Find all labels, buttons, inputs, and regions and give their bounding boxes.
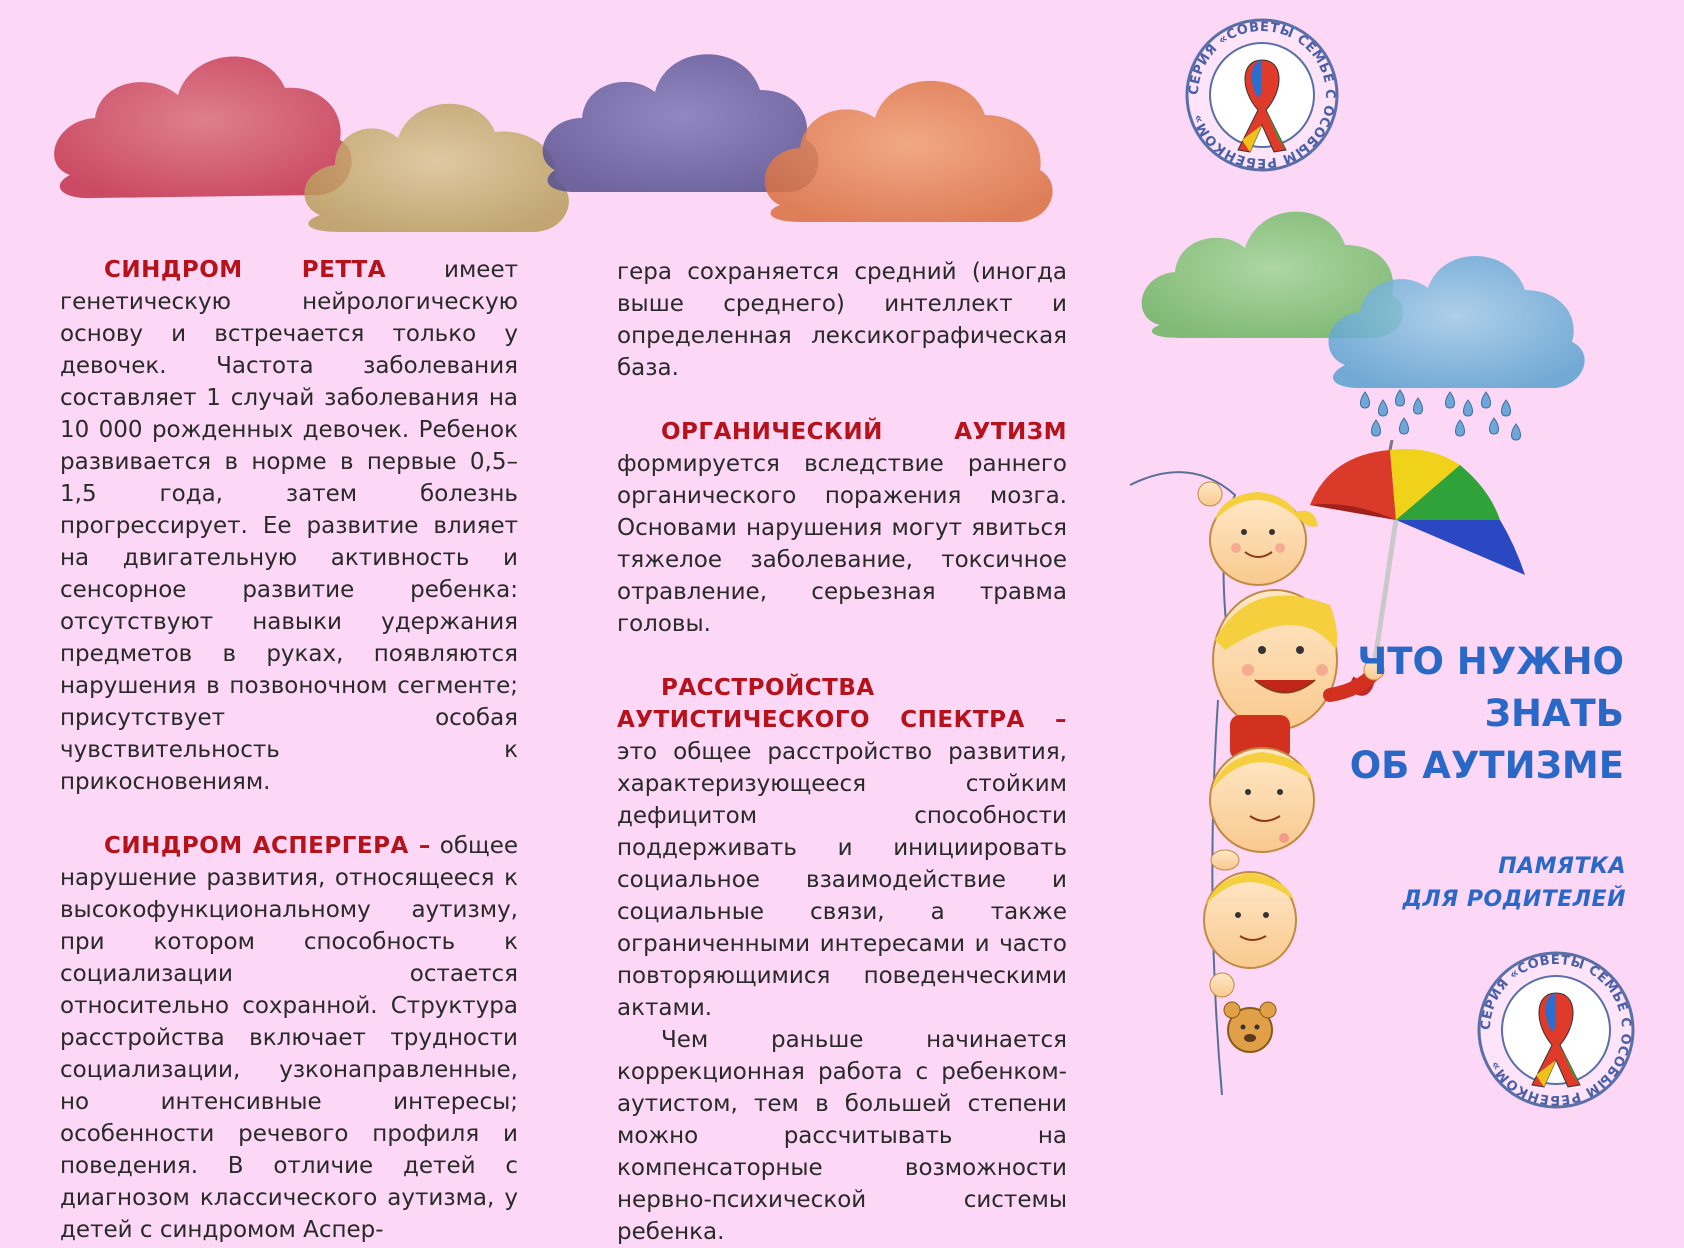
organic-text: формируется вследствие раннего органического поражения мозга. Основами нарушения могут явиться тяжелое заболевание, токсичное отравление, серьезная травма головы. bbox=[617, 451, 1067, 637]
ras-paragraph bbox=[617, 672, 1067, 1024]
rett-paragraph bbox=[60, 254, 518, 798]
organic-heading: ОРГАНИЧЕСКИЙ АУТИЗМ bbox=[661, 419, 1067, 445]
title-line-1: ЧТО НУЖНО bbox=[1357, 640, 1624, 683]
cover-title bbox=[1350, 636, 1624, 792]
cover-subtitle bbox=[1402, 850, 1626, 916]
organic-paragraph bbox=[617, 416, 1067, 640]
asperger-continuation: гера сохраняется средний (иногда выше среднего) интеллект и определенная лексикографическая база. bbox=[617, 259, 1067, 381]
asperger-text: общее нарушение развития, относящееся к высокофункциональному аутизму, при котором способность к социализации остается относительно сохранной. Структура расстройства включает трудности социализации, узконаправленные, но интенсивные интересы; особенности речевого профиля и поведения. В отличие детей с диагнозом классического аутизма, у детей с синдромом Аспер- bbox=[60, 833, 518, 1243]
rett-heading: СИНДРОМ РЕТТА bbox=[104, 257, 387, 283]
subtitle-line-2: ДЛЯ РОДИТЕЛЕЙ bbox=[1402, 887, 1626, 912]
correction-paragraph: Чем раньше начинается коррекционная работа с ребенком-аутистом, тем в большей степени можно рассчитывать на компенсаторные возможности нервно-психической системы ребенка. bbox=[617, 1027, 1067, 1245]
seal-bottom-text: СЕРИЯ «СОВЕТЫ СЕМЬЕ С ОСОБЫМ РЕБЕНКОМ» bbox=[1478, 952, 1634, 1108]
column-middle bbox=[617, 256, 1067, 1248]
asperger-paragraph bbox=[60, 830, 518, 1246]
title-line-2: ЗНАТЬ bbox=[1484, 692, 1624, 735]
subtitle-line-1: ПАМЯТКА bbox=[1498, 854, 1626, 879]
ras-text: это общее расстройство развития, характеризующееся стойким дефицитом способности поддерживать и инициировать социальное взаимодействие и социальные связи, а также ограниченными интересами и часто повторяющимися поведенческими актами. bbox=[617, 739, 1067, 1021]
seal-top-text: СЕРИЯ «СОВЕТЫ СЕМЬЕ С ОСОБЫМ РЕБЕНКОМ» bbox=[1186, 19, 1338, 171]
column-left bbox=[60, 254, 518, 1246]
ras-heading: РАССТРОЙСТВА АУТИСТИЧЕСКОГО СПЕКТРА – bbox=[617, 675, 1067, 733]
asperger-heading: СИНДРОМ АСПЕРГЕРА – bbox=[104, 833, 431, 859]
rett-text: имеет генетическую нейрологическую основу и встречается только у девочек. Частота заболевания составляет 1 случай заболевания на 10 000 рожденных девочек. Ребенок развивается в норме в первые 0,5–1,5 года, затем болезнь прогрессирует. Ее развитие влияет на двигательную активность и сенсорное развитие ребенка: отсутствуют навыки удержания предметов в руках, появляются нарушения в позвоночном сегменте; присутствует особая чувствительность к прикосновениям. bbox=[60, 257, 518, 795]
title-line-3: ОБ АУТИЗМЕ bbox=[1349, 744, 1624, 787]
